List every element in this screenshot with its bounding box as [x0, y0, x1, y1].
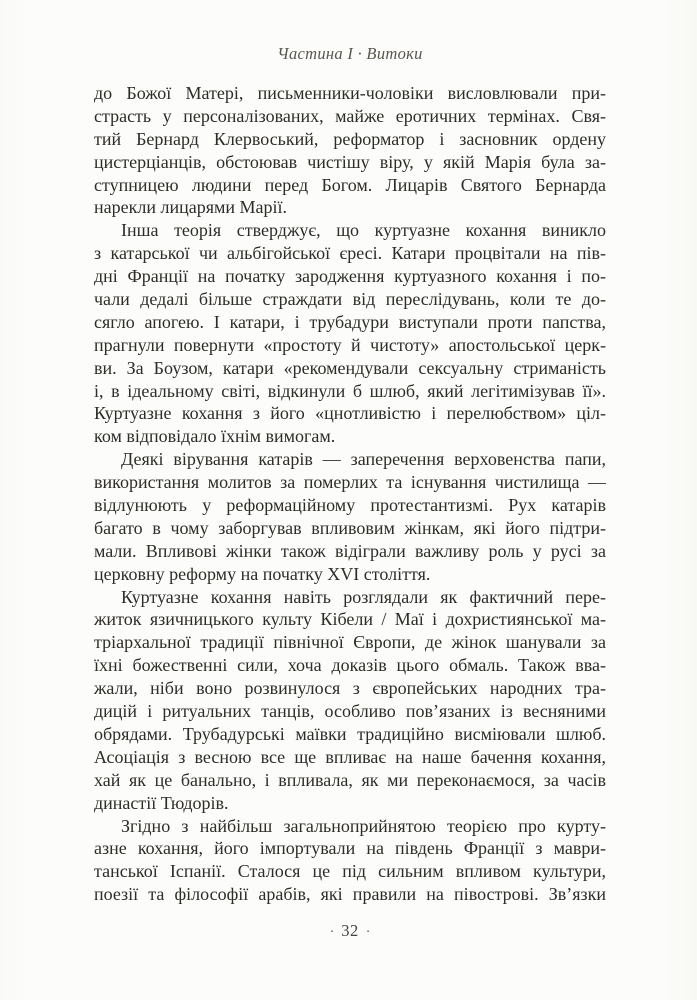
footer-right-dot: ·: [365, 925, 371, 940]
text-line: відлунюють у реформаційному протестантизмі. Рух катарів: [94, 495, 606, 516]
text-line: і, в ідеальному світі, відкинули б шлюб, який легітимізував її».: [94, 380, 606, 401]
text-line: використання молитов за померлих та існування чистилища —: [94, 472, 606, 493]
text-line: цистерціанців, обстоював чистішу віру, у якій Марія була за-: [94, 151, 606, 172]
text-line: тий Бернард Клервоський, реформатор і засновник ордену: [94, 128, 606, 149]
text-line: тріархальної традиції північної Європи, де жінок шанували за: [94, 632, 606, 653]
text-line: чали дедалі більше страждати від переслідувань, коли те до-: [94, 289, 606, 310]
text-line: сягло апогею. І катари, і трубадури виступали проти папства,: [94, 311, 606, 332]
footer-left-dot: ·: [329, 925, 335, 940]
text-line: Куртуазне кохання навіть розглядали як фактичний пере-: [121, 586, 606, 607]
text-line: Згідно з найбільш загальноприйнятою теорією про курту-: [121, 815, 606, 836]
text-line: мали. Впливові жінки також відіграли важливу роль у русі за: [94, 540, 606, 561]
text-line: ком відповідало їхнім вимогам.: [94, 426, 336, 447]
text-line: нарекли лицарями Марії.: [94, 197, 288, 218]
running-header: Частина I · Витоки: [277, 44, 423, 63]
text-line: Деякі вірування катарів — заперечення верховенства папи,: [121, 449, 606, 470]
text-line: азне кохання, його імпортували на південь Франції з маври-: [94, 838, 606, 859]
text-line: багато в чому заборгував впливовим жінкам, які його підтри-: [94, 517, 606, 538]
text-line: прагнули повернути «простоту й чистоту» апостольської церк-: [94, 334, 606, 355]
text-line: Інша теорія стверджує, що куртуазне кохання виникло: [121, 220, 606, 241]
text-line: їхні божественні сили, хоча доказів цього обмаль. Також вва-: [94, 655, 606, 676]
text-line: з катарської чи альбігойської єресі. Катари процвітали на пів-: [94, 243, 606, 264]
text-line: Асоціація з весною все ще впливає на наше бачення кохання,: [94, 746, 606, 767]
text-line: ступницею людини перед Богом. Лицарів Святого Бернарда: [94, 174, 606, 195]
paragraph: [94, 82, 606, 219]
text-line: династії Тюдорів.: [94, 792, 229, 813]
page-footer: [94, 921, 606, 941]
text-line: ви. За Боузом, катари «рекомендували сексуальну стриманість: [94, 357, 606, 378]
text-line: обрядами. Трубадурські маївки традиційно висміювали шлюб.: [94, 723, 606, 744]
paragraph: [94, 219, 606, 448]
paragraph: [94, 586, 606, 815]
text-line: церковну реформу на початку XVI століття.: [94, 563, 431, 584]
text-line: хай як це банально, і впливала, як ми переконаємося, за часів: [94, 769, 606, 790]
text-line: Куртуазне кохання з його «цнотливістю і перелюбством» ціл-: [94, 403, 606, 424]
text-line: страсть у персоналізованих, майже еротичних термінах. Свя-: [94, 105, 606, 126]
body-text-block: [94, 82, 606, 906]
text-line: дні Франції на початку зародження куртуазного кохання і по-: [94, 266, 606, 287]
page-number: 32: [341, 921, 359, 940]
paragraph: [94, 448, 606, 585]
paragraph: [94, 815, 606, 907]
text-line: житок язичницького культу Кібели / Маї і дохристиянської ма-: [94, 609, 606, 630]
text-line: поезії та філософії арабів, які правили на півострові. Зв’язки: [94, 884, 606, 905]
text-line: до Божої Матері, письменники-чоловіки висловлювали при-: [94, 83, 606, 103]
text-line: дицій і ритуальних танців, особливо пов’язаних із весняними: [94, 701, 606, 722]
text-line: танської Іспанії. Сталося це під сильним впливом культури,: [94, 861, 606, 882]
text-line: жали, ніби воно розвинулося з європейських народних тра-: [94, 678, 606, 699]
